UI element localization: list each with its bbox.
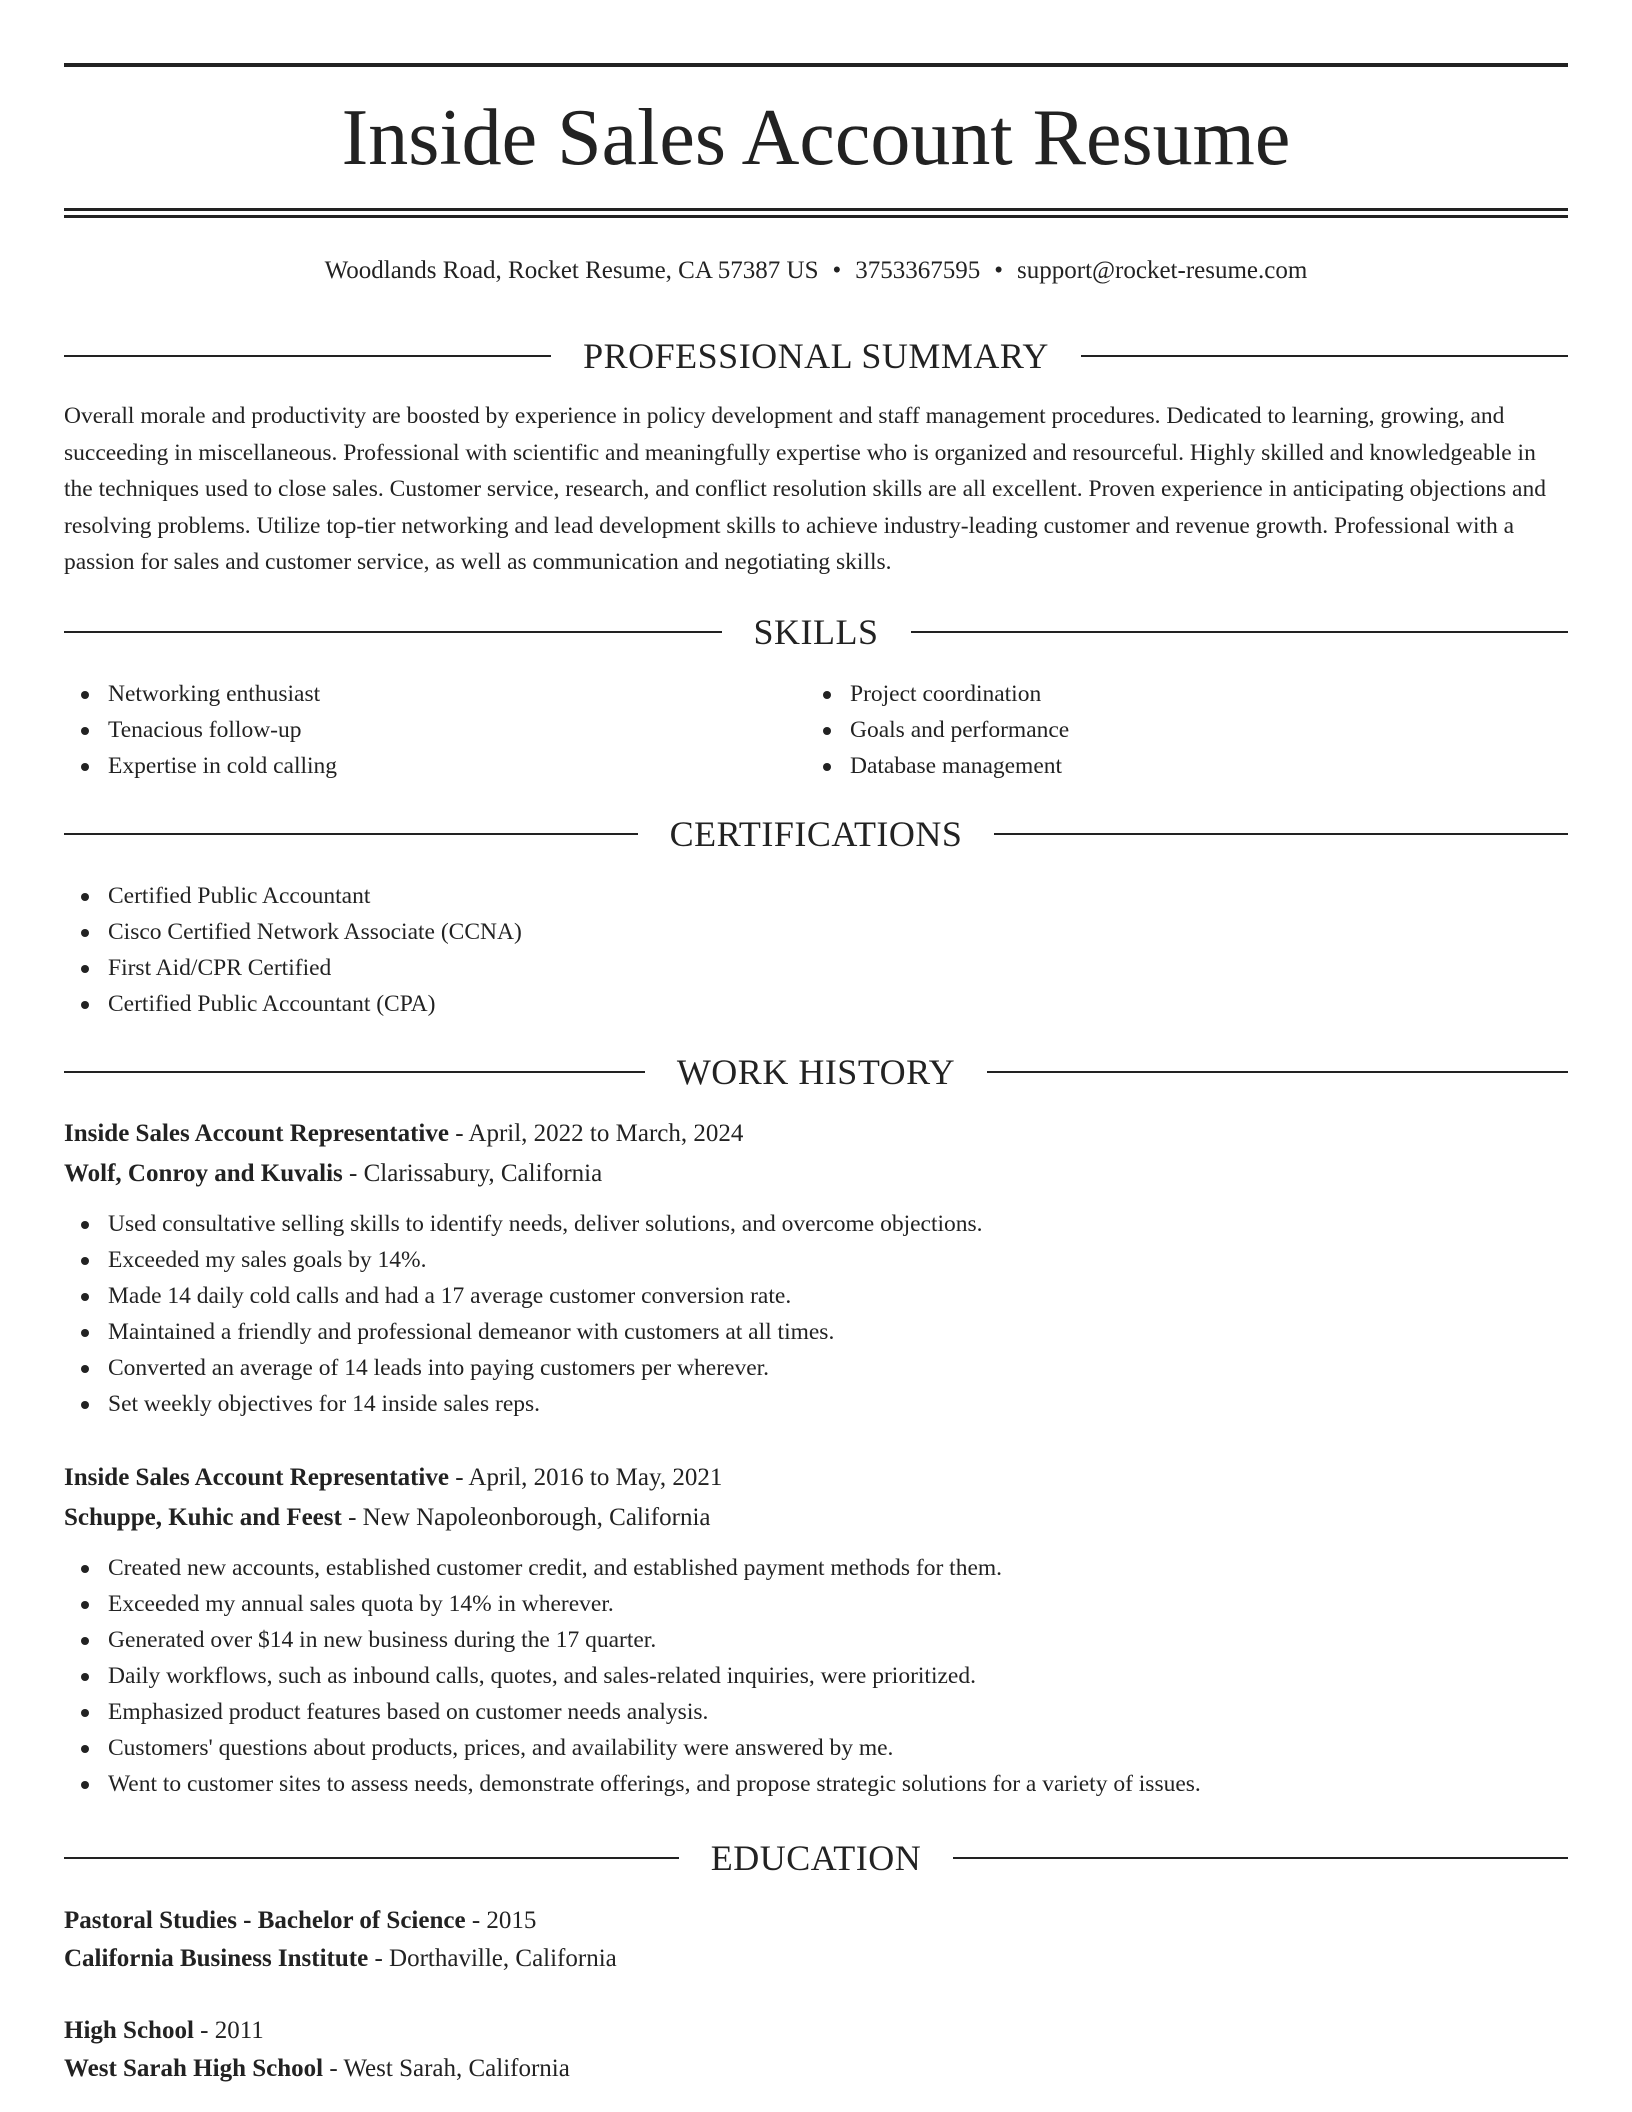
resume-title: Inside Sales Account Resume	[341, 94, 1291, 182]
education-year: - 2011	[193, 2017, 264, 2044]
job-bullet: Went to customer sites to assess needs, demonstrate offerings, and propose strategic solutions for a variety of issues.	[64, 1766, 1568, 1802]
education-entry	[64, 1902, 1568, 1978]
contact-separator: •	[832, 257, 842, 284]
job-bullet: Exceeded my sales goals by 14%.	[64, 1242, 1568, 1278]
section-header-work-history	[64, 1050, 1568, 1094]
job-bullet: Set weekly objectives for 14 inside sales reps.	[64, 1386, 1568, 1422]
section-header-education	[64, 1836, 1568, 1880]
education-year: - 2015	[465, 1907, 537, 1934]
skill-item: Goals and performance	[806, 712, 1506, 748]
education-school-line	[64, 2050, 1568, 2088]
job-title-line	[64, 1114, 1568, 1154]
job-title: Inside Sales Account Representative	[64, 1464, 449, 1491]
divider-line	[64, 355, 551, 357]
education-degree: High School	[64, 2017, 194, 2044]
education-entry	[64, 2012, 1568, 2088]
divider-line	[1081, 355, 1568, 357]
certification-item: Certified Public Accountant	[64, 878, 522, 914]
education-school-line	[64, 1940, 1568, 1978]
job-location: - Clarissabury, California	[342, 1160, 603, 1187]
job-company-line	[64, 1154, 1568, 1194]
contact-email: support@rocket-resume.com	[1017, 257, 1308, 284]
divider-line	[987, 1071, 1568, 1073]
job-bullet: Exceeded my annual sales quota by 14% in wherever.	[64, 1586, 1568, 1622]
job-location: - New Napoleonborough, California	[341, 1504, 711, 1531]
job-bullet: Maintained a friendly and professional demeanor with customers at all times.	[64, 1314, 1568, 1350]
job-title: Inside Sales Account Representative	[64, 1120, 449, 1147]
certification-item: Cisco Certified Network Associate (CCNA)	[64, 914, 522, 950]
job-title-line	[64, 1458, 1568, 1498]
contact-line	[64, 254, 1568, 288]
divider-line	[911, 631, 1569, 633]
divider-line	[64, 1857, 679, 1859]
divider-line	[64, 631, 722, 633]
job-company: Schuppe, Kuhic and Feest	[64, 1504, 342, 1531]
contact-address: Woodlands Road, Rocket Resume, CA 57387 US	[324, 257, 819, 284]
job-bullet: Generated over $14 in new business during the 17 quarter.	[64, 1622, 1568, 1658]
contact-separator: •	[994, 257, 1004, 284]
education-degree: Pastoral Studies - Bachelor of Science	[64, 1907, 466, 1934]
job-bullet: Converted an average of 14 leads into paying customers per wherever.	[64, 1350, 1568, 1386]
section-title-certifications: CERTIFICATIONS	[669, 814, 963, 854]
divider-line	[953, 1857, 1568, 1859]
divider-line	[994, 833, 1568, 835]
skill-item: Database management	[806, 748, 1506, 784]
education-school: California Business Institute	[64, 1945, 369, 1972]
job-entry	[64, 1458, 1568, 1802]
section-title-work-history: WORK HISTORY	[676, 1052, 956, 1092]
certification-item: First Aid/CPR Certified	[64, 950, 522, 986]
skill-item: Expertise in cold calling	[64, 748, 764, 784]
job-company-line	[64, 1498, 1568, 1538]
job-bullet: Made 14 daily cold calls and had a 17 average customer conversion rate.	[64, 1278, 1568, 1314]
section-header-skills	[64, 610, 1568, 654]
contact-phone: 3753367595	[855, 257, 981, 284]
summary-text: Overall morale and productivity are boosted by experience in policy development and staff management procedures. Dedicated to learning, growing, and succeeding in miscellaneous. Professional with scientific and meaningfully expertise who is organized and resourceful. Highly skilled and knowledgeable in the techniques used to close sales. Customer service, research, and conflict resolution skills are all excellent. Proven experience in anticipating objections and resolving problems. Utilize top-tier networking and lead development skills to achieve industry-leading customer and revenue growth. Professional with a passion for sales and customer service, as well as communication and negotiating skills.	[64, 403, 1546, 575]
education-degree-line	[64, 2012, 1568, 2050]
skill-item: Networking enthusiast	[64, 676, 764, 712]
job-bullet: Created new accounts, established customer credit, and established payment methods for them.	[64, 1550, 1568, 1586]
job-company: Wolf, Conroy and Kuvalis	[64, 1160, 343, 1187]
title-double-rule	[64, 208, 1568, 218]
certifications-list	[64, 878, 522, 1022]
section-title-summary: PROFESSIONAL SUMMARY	[583, 336, 1049, 376]
job-bullets	[64, 1206, 1568, 1422]
divider-line	[64, 1071, 645, 1073]
job-bullet: Emphasized product features based on customer needs analysis.	[64, 1694, 1568, 1730]
section-header-summary	[64, 334, 1568, 378]
skill-item: Tenacious follow-up	[64, 712, 764, 748]
skill-item: Project coordination	[806, 676, 1506, 712]
top-rule	[64, 63, 1568, 67]
education-location: - Dorthaville, California	[368, 1945, 617, 1972]
divider-line	[64, 833, 638, 835]
job-bullet: Used consultative selling skills to identify needs, deliver solutions, and overcome objections.	[64, 1206, 1568, 1242]
job-dates: - April, 2022 to March, 2024	[448, 1120, 744, 1147]
job-bullet: Daily workflows, such as inbound calls, quotes, and sales-related inquiries, were prioritized.	[64, 1658, 1568, 1694]
education-location: - West Sarah, California	[323, 2055, 570, 2082]
certification-item: Certified Public Accountant (CPA)	[64, 986, 522, 1022]
job-bullets	[64, 1550, 1568, 1802]
job-dates: - April, 2016 to May, 2021	[448, 1464, 723, 1491]
job-bullet: Customers' questions about products, prices, and availability were answered by me.	[64, 1730, 1568, 1766]
section-header-certifications	[64, 812, 1568, 856]
skills-list-left	[64, 676, 764, 784]
education-degree-line	[64, 1902, 1568, 1940]
education-school: West Sarah High School	[64, 2055, 324, 2082]
section-title-skills: SKILLS	[753, 612, 879, 652]
section-title-education: EDUCATION	[710, 1838, 922, 1878]
job-entry	[64, 1114, 1568, 1422]
skills-list-right	[806, 676, 1506, 784]
